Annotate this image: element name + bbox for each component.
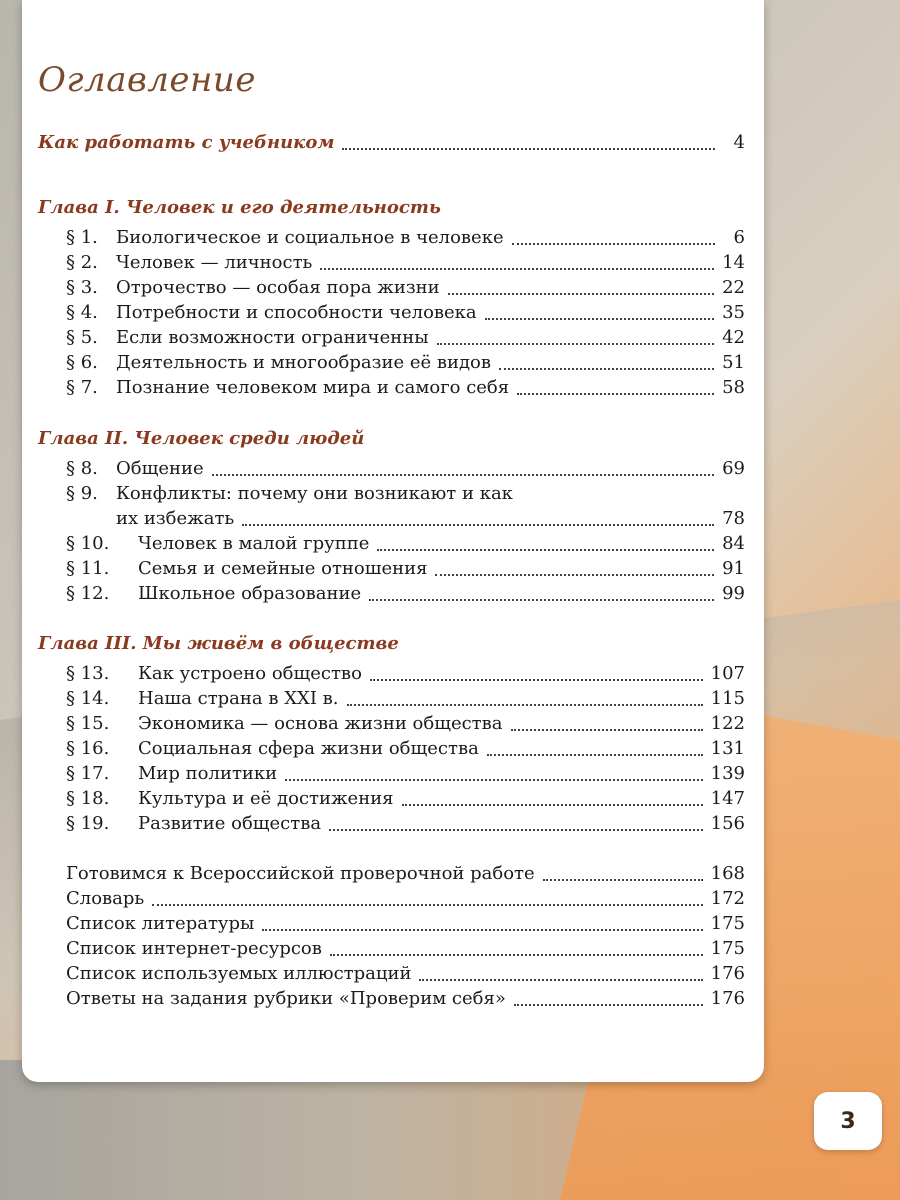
- dot-leader: [437, 343, 715, 345]
- toc-entry-page: 42: [722, 327, 745, 348]
- toc-entry-text: Мир политики: [138, 763, 278, 784]
- section-number: § 2.: [66, 252, 98, 273]
- toc-entry-text: Готовимся к Всероссийской проверочной работе: [66, 863, 535, 884]
- section-number: § 9.: [66, 483, 98, 504]
- dot-leader: [517, 393, 714, 395]
- toc-entry-text: Ответы на задания рубрики «Проверим себя»: [66, 988, 506, 1009]
- section-number: § 5.: [66, 327, 98, 348]
- dot-leader: [369, 599, 714, 601]
- section-number: § 18.: [66, 788, 110, 809]
- toc-entry-page: 107: [710, 663, 745, 684]
- toc-entry-page: 176: [710, 963, 745, 984]
- page-title: Оглавление: [38, 60, 256, 100]
- toc-entry-page: 139: [710, 763, 745, 784]
- toc-entry[interactable]: [66, 788, 745, 809]
- toc-entry[interactable]: [66, 252, 745, 273]
- toc-entry-text: Список используемых иллюстраций: [66, 963, 412, 984]
- section-number: § 8.: [66, 458, 98, 479]
- toc-appendix-entry[interactable]: [66, 988, 745, 1009]
- toc-entry-page: 4: [733, 132, 745, 153]
- toc-entry-page: 168: [710, 863, 745, 884]
- toc-entry-page: 122: [710, 713, 745, 734]
- section-number: § 17.: [66, 763, 110, 784]
- toc-entry[interactable]: [66, 763, 745, 784]
- dot-leader: [511, 729, 703, 731]
- toc-appendix-entry[interactable]: [66, 863, 745, 884]
- dot-leader: [152, 904, 702, 906]
- toc-entry-text: Социальная сфера жизни общества: [138, 738, 479, 759]
- toc-entry-text-continued: их избежать: [116, 508, 235, 529]
- toc-entry[interactable]: [66, 533, 745, 554]
- dot-leader: [212, 474, 714, 476]
- toc-entry-line2[interactable]: [116, 508, 745, 529]
- toc-entry-text: Отрочество — особая пора жизни: [116, 277, 440, 298]
- dot-leader: [329, 829, 703, 831]
- dot-leader: [435, 574, 714, 576]
- toc-entry-text: Конфликты: почему они возникают и как: [116, 483, 513, 504]
- section-number: § 7.: [66, 377, 98, 398]
- toc-entry-page: 58: [722, 377, 745, 398]
- dot-leader: [342, 148, 715, 150]
- toc-entry-page: 91: [722, 558, 745, 579]
- dot-leader: [320, 268, 714, 270]
- toc-entry-text: Познание человеком мира и самого себя: [116, 377, 510, 398]
- toc-entry-page: 172: [710, 888, 745, 909]
- toc-entry-intro[interactable]: [38, 132, 745, 153]
- section-number: § 4.: [66, 302, 98, 323]
- section-number: § 11.: [66, 558, 110, 579]
- toc-entry-page: 6: [733, 227, 745, 248]
- toc-entry-page: 175: [710, 913, 745, 934]
- toc-entry[interactable]: [66, 738, 745, 759]
- section-number: § 3.: [66, 277, 98, 298]
- toc-entry-text: Список интернет-ресурсов: [66, 938, 322, 959]
- dot-leader: [330, 954, 703, 956]
- toc-entry-text: Экономика — основа жизни общества: [138, 713, 503, 734]
- toc-entry[interactable]: [66, 302, 745, 323]
- dot-leader: [402, 804, 703, 806]
- dot-leader: [487, 754, 703, 756]
- toc-entry[interactable]: [66, 377, 745, 398]
- chapter-1-title: Глава I. Человек и его деятельность: [38, 197, 441, 218]
- section-number: § 6.: [66, 352, 98, 373]
- toc-entry-page: 22: [722, 277, 745, 298]
- toc-entry[interactable]: [66, 277, 745, 298]
- section-number: § 19.: [66, 813, 110, 834]
- toc-entry-page: 14: [722, 252, 745, 273]
- dot-leader: [499, 368, 714, 370]
- toc-entry-text: Наша страна в XXI в.: [138, 688, 339, 709]
- toc-entry-page: 131: [710, 738, 745, 759]
- dot-leader: [419, 979, 702, 981]
- toc-entry-text: Общение: [116, 458, 204, 479]
- toc-entry-text: Как устроено общество: [138, 663, 362, 684]
- toc-entry[interactable]: [66, 558, 745, 579]
- toc-entry-text: Как работать с учебником: [38, 132, 335, 153]
- toc-entry[interactable]: [66, 713, 745, 734]
- toc-entry-text: Если возможности ограниченны: [116, 327, 429, 348]
- toc-entry-text: Семья и семейные отношения: [138, 558, 428, 579]
- chapter-2-title: Глава II. Человек среди людей: [38, 428, 365, 449]
- toc-entry-text: Человек в малой группе: [138, 533, 370, 554]
- toc-entry-page: 84: [722, 533, 745, 554]
- toc-entry-page: 78: [722, 508, 745, 529]
- toc-entry-page: 69: [722, 458, 745, 479]
- section-number: § 10.: [66, 533, 110, 554]
- toc-appendix-entry[interactable]: [66, 888, 745, 909]
- section-number: § 13.: [66, 663, 110, 684]
- toc-entry-page: 156: [710, 813, 745, 834]
- toc-appendix-entry[interactable]: [66, 963, 745, 984]
- toc-entry-text: Развитие общества: [138, 813, 322, 834]
- toc-entry-page: 115: [710, 688, 745, 709]
- chapter-3-title: Глава III. Мы живём в обществе: [38, 633, 399, 654]
- toc-entry[interactable]: [66, 583, 745, 604]
- toc-entry-page: 176: [710, 988, 745, 1009]
- dot-leader: [242, 524, 714, 526]
- section-number: § 15.: [66, 713, 110, 734]
- page-number-badge: 3: [814, 1092, 882, 1150]
- toc-entry[interactable]: [66, 227, 745, 248]
- toc-entry-text: Потребности и способности человека: [116, 302, 477, 323]
- dot-leader: [370, 679, 703, 681]
- toc-entry[interactable]: [66, 663, 745, 684]
- toc-entry[interactable]: [66, 327, 745, 348]
- section-number: § 14.: [66, 688, 110, 709]
- toc-entry-page: 35: [722, 302, 745, 323]
- section-number: § 12.: [66, 583, 110, 604]
- dot-leader: [377, 549, 714, 551]
- dot-leader: [514, 1004, 703, 1006]
- toc-entry[interactable]: [66, 688, 745, 709]
- dot-leader: [485, 318, 714, 320]
- dot-leader: [347, 704, 703, 706]
- dot-leader: [448, 293, 714, 295]
- toc-entry-text: Школьное образование: [138, 583, 362, 604]
- toc-appendix-entry[interactable]: [66, 938, 745, 959]
- toc-entry[interactable]: [66, 458, 745, 479]
- toc-entry-page: 99: [722, 583, 745, 604]
- dot-leader: [285, 779, 703, 781]
- dot-leader: [262, 929, 702, 931]
- toc-entry-text: Список литературы: [66, 913, 255, 934]
- toc-appendix-entry[interactable]: [66, 913, 745, 934]
- toc-entry-page: 147: [710, 788, 745, 809]
- toc-entry-line1[interactable]: [66, 483, 745, 504]
- toc-entry-text: Словарь: [66, 888, 145, 909]
- toc-entry-text: Культура и её достижения: [138, 788, 394, 809]
- dot-leader: [512, 243, 715, 245]
- dot-leader: [543, 879, 703, 881]
- toc-entry-text: Человек — личность: [116, 252, 313, 273]
- toc-entry-text: Деятельность и многообразие её видов: [116, 352, 492, 373]
- section-number: § 16.: [66, 738, 110, 759]
- toc-entry-page: 175: [710, 938, 745, 959]
- toc-entry[interactable]: [66, 352, 745, 373]
- toc-entry-text: Биологическое и социальное в человеке: [116, 227, 504, 248]
- toc-entry-page: 51: [722, 352, 745, 373]
- toc-entry[interactable]: [66, 813, 745, 834]
- section-number: § 1.: [66, 227, 98, 248]
